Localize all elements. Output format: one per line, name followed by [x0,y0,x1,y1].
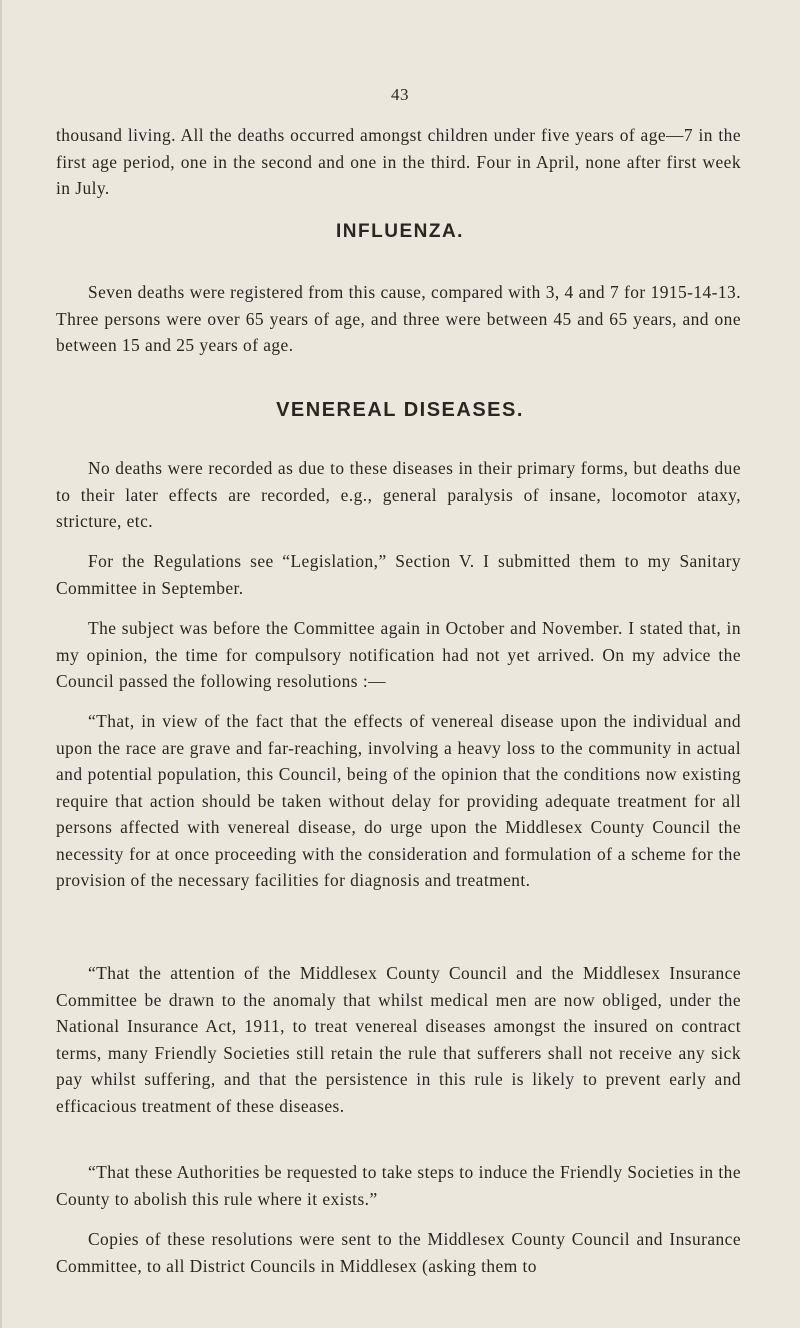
resolution-3: “That these Authorities be requested to take steps to induce the Friendly Societies in the County to abolish this rule where it exists.” [56,1162,741,1209]
paragraph-venereal-1: No deaths were recorded as due to these diseases in their primary forms, but deaths due to their later effects are recorded, e.g., general paralysis of insane, locomotor ataxy, stricture, etc. [56,458,741,531]
heading-influenza: INFLUENZA. [336,221,464,242]
paragraph-copies: Copies of these resolutions were sent to the Middlesex County Council and Insurance Committee, to all District Councils in Middlesex (asking them to [56,1229,741,1276]
page-number: 43 [391,85,409,104]
resolution-2: “That the attention of the Middlesex County Council and the Middlesex Insurance Committee be drawn to the anomaly that whilst medical men are now obliged, under the National Insurance Act, 1911, to treat venereal diseases amongst the insured on contract terms, many Friendly Societies still retain the rule that sufferers shall not receive any sick pay whilst suffering, and that the persistence in this rule is likely to prevent early and efficacious treatment of these diseases. [56,963,741,1116]
paragraph-influenza: Seven deaths were registered from this cause, compared with 3, 4 and 7 for 1915-14-13. Three persons were over 65 years of age, and three were between 45 and 65 years, and one between 15 and 25 years of age. [56,282,741,355]
paragraph-venereal-2: For the Regulations see “Legislation,” Section V. I submitted them to my Sanitary Committee in September. [56,551,741,598]
paragraph-continuation: thousand living. All the deaths occurred amongst children under five years of age—7 in the first age period, one in the second and one in the third. Four in April, none after first week in July. [56,125,741,198]
paragraph-venereal-3: The subject was before the Committee again in October and November. I stated that, in my opinion, the time for compulsory notification had not yet arrived. On my advice the Council passed the following resolutions :— [56,618,741,691]
page-edge [0,0,2,1328]
heading-venereal-diseases: VENEREAL DISEASES. [276,399,524,421]
resolution-1: “That, in view of the fact that the effects of venereal disease upon the individual and upon the race are grave and far-reaching, involving a heavy loss to the community in actual and potential population, this Council, being of the opinion that the conditions now existing require that action should be taken without delay for providing adequate treatment for all persons affected with venereal disease, do urge upon the Middlesex County Council the necessity for at once proceeding with the consideration and formulation of a scheme for the provision of the necessary facilities for diagnosis and treatment. [56,711,741,890]
